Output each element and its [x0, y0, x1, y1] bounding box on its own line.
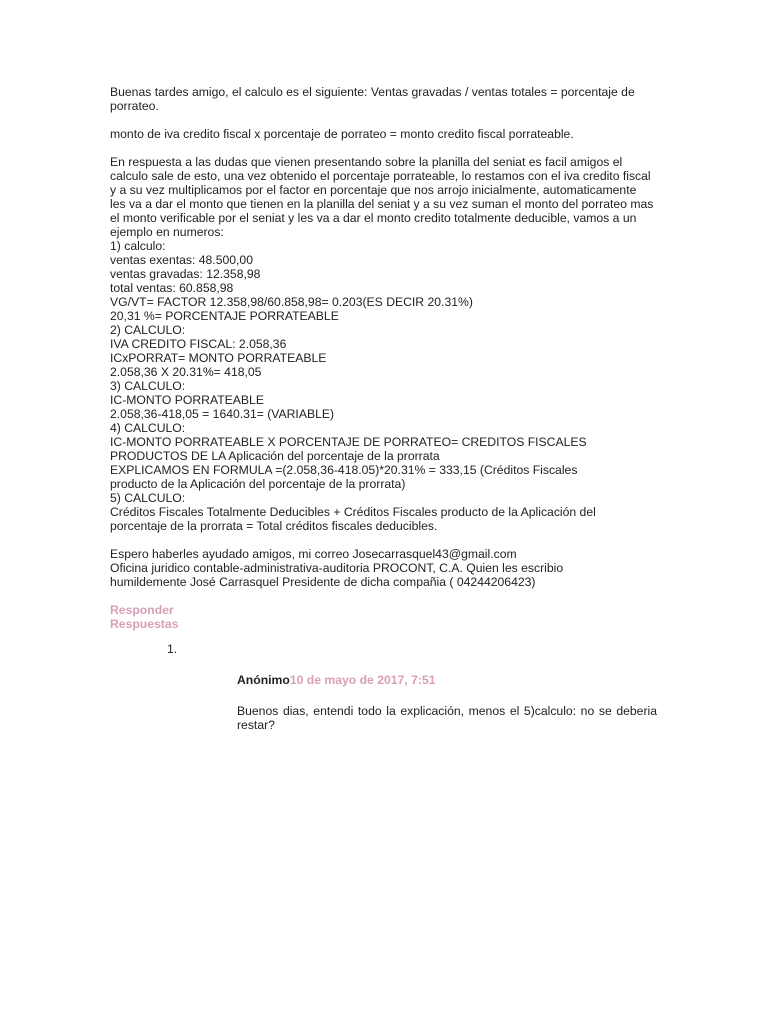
calc-line: ICxPORRAT= MONTO PORRATEABLE [110, 351, 327, 365]
reply-date-link[interactable]: 10 de mayo de 2017, 7:51 [289, 673, 436, 687]
calc-line: ventas exentas: 48.500,00 [110, 253, 253, 267]
formula-text: monto de iva credito fiscal x porcentaje de porrateo = monto credito fiscal porrateable. [110, 127, 574, 141]
calc-line: producto de la Aplicación del porcentaje de la prorrata) [110, 477, 406, 491]
reply-item [237, 673, 657, 732]
calc-line: 2.058,36-418,05 = 1640.31= (VARIABLE) [110, 407, 335, 421]
calc-line: 3) CALCULO: [110, 379, 186, 393]
calc-line: porcentaje de la prorrata = Total créditos fiscales deducibles. [110, 519, 438, 533]
comment-actions [110, 603, 655, 631]
calc-line: IC-MONTO PORRATEABLE X PORCENTAJE DE PORRATEO= CREDITOS FISCALES [110, 435, 587, 449]
calc-line: PRODUCTOS DE LA Aplicación del porcentaje de la prorrata [110, 449, 440, 463]
spacer [110, 533, 655, 547]
calc-line: ventas gravadas: 12.358,98 [110, 267, 261, 281]
reply-link[interactable]: Responder [110, 603, 174, 617]
closing-line: Oficina juridico contable-administrativa-auditoria PROCONT, C.A. Quien les escribio [110, 561, 564, 575]
blog-comment [110, 85, 655, 631]
calc-line: 20,31 %= PORCENTAJE PORRATEABLE [110, 309, 339, 323]
calc-line: total ventas: 60.858,98 [110, 281, 234, 295]
reply-body: Buenos dias, entendi todo la explicación, menos el 5)calculo: no se deberia restar? [237, 704, 657, 732]
closing-text [110, 547, 655, 589]
explanation-text: En respuesta a las dudas que vienen presentando sobre la planilla del seniat es facil amigos el calculo sale de esto, una vez obtenido el porcentaje porrateable, lo restamos con el iva credito fiscal y a su vez multiplicamos por el factor en porcentaje que nos arrojo inicialmente, automaticamente les va a dar el monto que tienen en la planilla del seniat y a su vez suman el monto del porrateo mas el monto verificable por el seniat y les va a dar el monto credito totalmente deducible, vamos a un ejemplo en numeros: [110, 155, 654, 239]
calc-line: 5) CALCULO: [110, 491, 186, 505]
calc-line: IC-MONTO PORRATEABLE [110, 393, 264, 407]
spacer [110, 141, 655, 155]
spacer [110, 113, 655, 127]
calculation-lines [110, 239, 655, 533]
calc-line: IVA CREDITO FISCAL: 2.058,36 [110, 337, 287, 351]
closing-line: humildemente José Carrasquel Presidente de dicha compañia ( 04244206423) [110, 575, 536, 589]
reply-number: 1. [167, 642, 178, 656]
calc-line: 2) CALCULO: [110, 323, 186, 337]
calc-line: EXPLICAMOS EN FORMULA =(2.058,36-418.05)*20.31% = 333,15 (Créditos Fiscales [110, 463, 578, 477]
intro-text: Buenas tardes amigo, el calculo es el siguiente: Ventas gravadas / ventas totales = porcentaje de porrateo. [110, 85, 635, 113]
replies-link[interactable]: Respuestas [110, 617, 179, 631]
calc-line: 1) calculo: [110, 239, 166, 253]
calc-line: Créditos Fiscales Totalmente Deducibles + Créditos Fiscales producto de la Aplicación del [110, 505, 596, 519]
calc-line: 4) CALCULO: [110, 421, 186, 435]
closing-line: Espero haberles ayudado amigos, mi correo Josecarrasquel43@gmail.com [110, 547, 517, 561]
calc-line: VG/VT= FACTOR 12.358,98/60.858,98= 0.203(ES DECIR 20.31%) [110, 295, 473, 309]
reply-header [237, 673, 657, 687]
calc-line: 2.058,36 X 20.31%= 418,05 [110, 365, 262, 379]
reply-author[interactable]: Anónimo [237, 673, 290, 687]
